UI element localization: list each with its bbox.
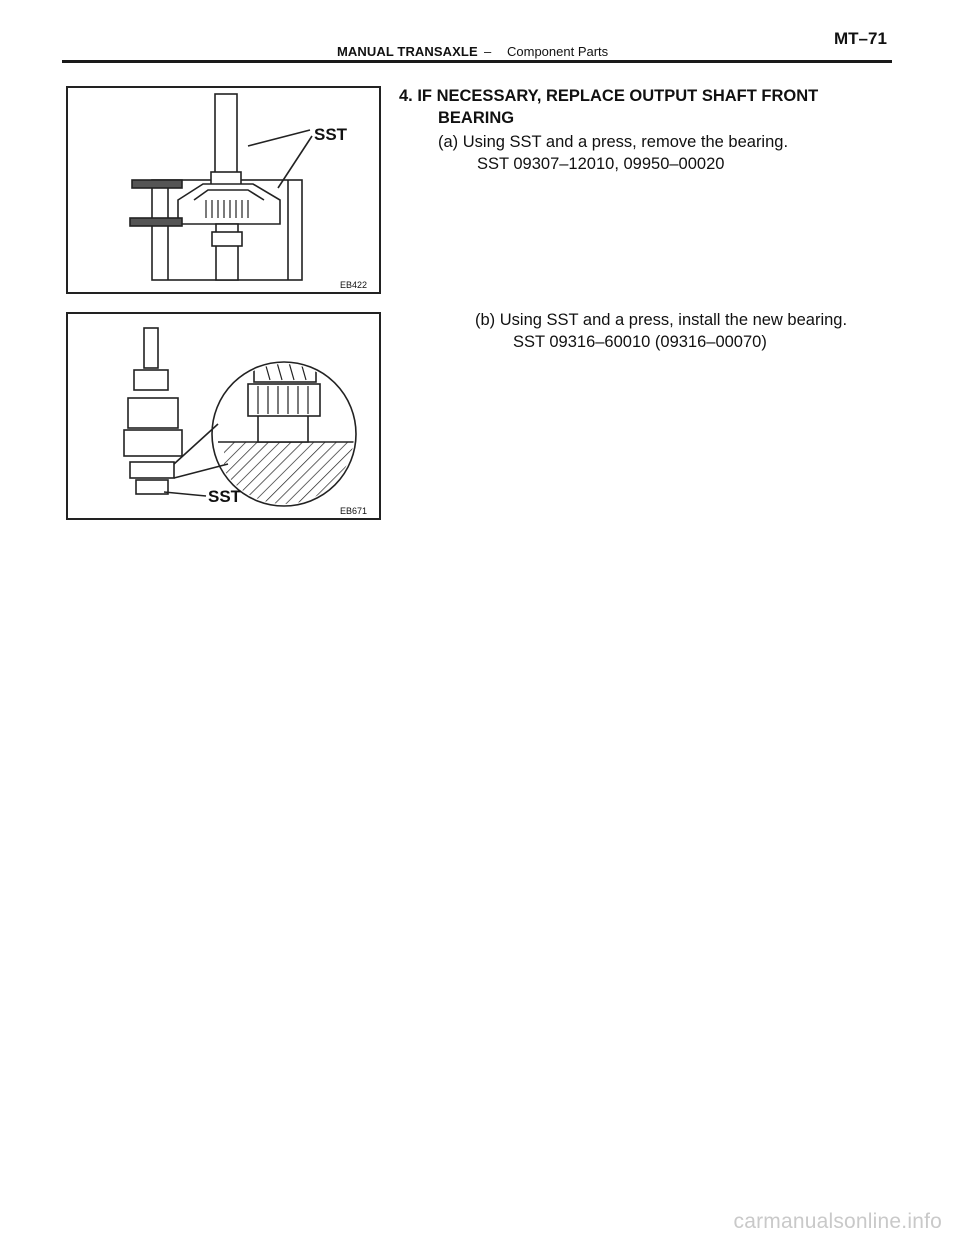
substep-b-sst: SST 09316–60010 (09316–00070) xyxy=(513,333,767,351)
step-title-line2: BEARING xyxy=(438,109,515,127)
header-rule xyxy=(62,60,892,63)
header-section-title: MANUAL TRANSAXLE xyxy=(337,44,478,59)
watermark: carmanualsonline.info xyxy=(733,1210,942,1233)
substep-a-sst: SST 09307–12010, 09950–00020 xyxy=(477,155,725,173)
figure-install-bearing xyxy=(66,312,381,520)
figure-remove-bearing-illustration xyxy=(68,88,379,292)
header-separator: – xyxy=(484,44,492,59)
figure1-code: EB422 xyxy=(340,280,368,290)
figure-install-bearing-illustration xyxy=(68,314,379,518)
substep-b: (b) Using SST and a press, install the new bearing. xyxy=(475,311,848,329)
figure2-code: EB671 xyxy=(340,506,368,516)
figure-remove-bearing xyxy=(66,86,381,294)
step-title-line1: 4. IF NECESSARY, REPLACE OUTPUT SHAFT FRONT xyxy=(399,87,819,105)
figure1-callout-sst: SST xyxy=(314,125,348,144)
figure2-callout-sst: SST xyxy=(208,487,242,506)
substep-a: (a) Using SST and a press, remove the bearing. xyxy=(438,133,789,151)
page-number: MT–71 xyxy=(834,29,887,48)
header-topic: Component Parts xyxy=(507,44,609,59)
